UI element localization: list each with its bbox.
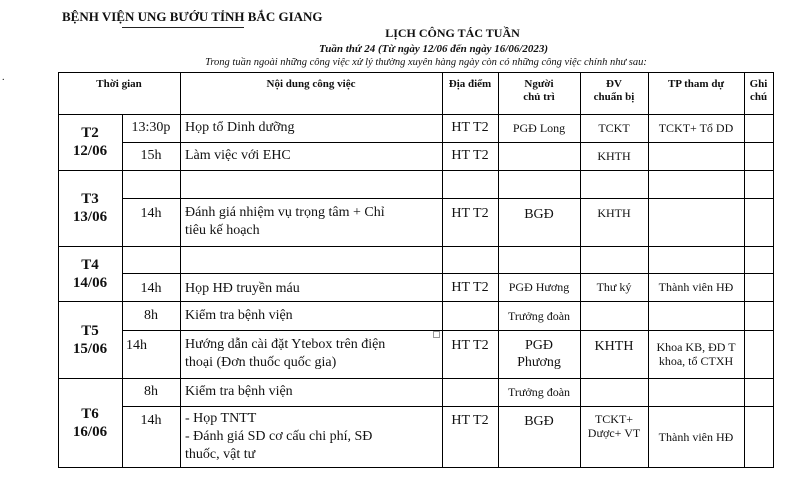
row-content-line3: thuốc, vật tư (185, 446, 256, 462)
row-content-line2: - Đánh giá SD cơ cấu chi phí, SĐ (185, 428, 373, 444)
row-chair: Trưởng đoàn (507, 308, 571, 323)
day-name: T2 (81, 125, 99, 141)
row-chair (498, 330, 580, 378)
row-prep: KHTH (597, 206, 631, 220)
row-content (180, 330, 442, 378)
day-t6 (58, 378, 122, 468)
row-prep-line2: Dược+ VT (587, 426, 641, 440)
day-line (58, 170, 774, 171)
day-date: 14/06 (72, 274, 108, 291)
row-time: 8h (144, 307, 158, 323)
row-chair: BGĐ (524, 207, 554, 222)
schedule-table (58, 72, 774, 468)
week-range: Tuần thứ 24 (Từ ngày 12/06 đến ngày 16/06/2023) (318, 43, 549, 55)
row-attendees-line1: Khoa KB, ĐD T (656, 340, 736, 354)
row-content-line1: - Họp TNTT (185, 410, 257, 426)
day-name: T5 (81, 322, 99, 339)
row-chair: PGĐ Long (512, 121, 566, 135)
row-chair: BGĐ (524, 414, 554, 429)
row-location: HT T2 (451, 120, 489, 135)
header-location: Địa điểm (448, 77, 492, 90)
header-content: Nội dung công việc (266, 77, 356, 90)
day-date: 15/06 (72, 340, 108, 357)
header-prep-line2: chuẩn bị (593, 91, 635, 103)
row-location: HT T2 (451, 148, 489, 163)
row-content-line1: Đánh giá nhiệm vụ trọng tâm + Chỉ (185, 205, 385, 220)
row-attendees-line2: khoa, tổ CTXH (658, 354, 734, 368)
day-date: 12/06 (72, 143, 108, 159)
row-prep: KHTH (597, 149, 631, 163)
day-line (58, 246, 774, 247)
row-content-line1: Hướng dẫn cài đặt Ytebox trên điện (185, 337, 386, 352)
row-location: HT T2 (451, 206, 489, 221)
row-location: HT T2 (451, 413, 489, 428)
row-prep (580, 406, 648, 467)
row-attendees (648, 330, 744, 378)
day-t2 (58, 114, 122, 170)
table-border-right (773, 72, 774, 468)
row-content: Làm việc với EHC (185, 148, 291, 163)
day-t5 (58, 301, 122, 378)
header-chair (498, 75, 580, 107)
row-chair-line2: Phương (517, 355, 561, 370)
row-prep-line1: TCKT+ (594, 412, 634, 426)
row-prep: TCKT (598, 121, 630, 135)
row-chair: PGĐ Hương (508, 280, 570, 294)
row-content-line2: tiêu kế hoạch (185, 223, 260, 238)
row-content (180, 406, 442, 467)
document-title: LỊCH CÔNG TÁC TUẦN (385, 26, 520, 40)
header-prep-line1: ĐV (606, 78, 622, 90)
day-date: 16/06 (72, 424, 108, 440)
row-attendees: Thành viên HĐ (658, 280, 734, 294)
row-time: 8h (144, 384, 158, 399)
day-t4 (58, 246, 122, 301)
table-border-bottom (58, 467, 774, 468)
attendee-divider (744, 72, 745, 468)
header-time: Thời gian (96, 77, 142, 90)
day-date: 13/06 (72, 209, 108, 225)
day-name: T4 (81, 256, 99, 273)
row-content: Kiểm tra bệnh viện (185, 307, 293, 323)
row-time: 15h (140, 148, 162, 163)
header-attendees: TP tham dự (667, 77, 725, 90)
hospital-name: BỆNH VIỆN UNG BƯỚU TỈNH BẮC GIANG (62, 9, 323, 24)
row-content: Họp tổ Dinh dưỡng (185, 120, 295, 135)
row-prep: KHTH (594, 339, 634, 354)
header-prep (580, 75, 648, 107)
row-content: Kiểm tra bệnh viện (185, 384, 293, 399)
row-time: 14h (140, 413, 162, 428)
intro-note: Trong tuần ngoài những công việc xử lý thường xuyên hàng ngày còn có những công việc chính như sau: (205, 57, 647, 68)
row-prep: Thư ký (596, 280, 632, 294)
header-notes-line1: Ghi (749, 78, 768, 90)
margin-mark: . (2, 72, 5, 83)
row-content: Họp HĐ truyền máu (185, 281, 300, 296)
row-time: 14h (140, 281, 162, 296)
row-attendees: TCKT+ Tổ DD (658, 121, 734, 135)
row-chair: Trưởng đoàn (507, 385, 571, 399)
row-chair-line1: PGĐ (524, 338, 553, 353)
header-chair-line1: Người (524, 78, 554, 90)
row-attendees: Thành viên HĐ (658, 429, 734, 444)
row-time: 14h (126, 338, 147, 353)
header-notes (744, 75, 773, 107)
row-content (180, 198, 442, 246)
day-name: T3 (81, 191, 99, 207)
row-time: 13:30p (131, 120, 171, 135)
day-name: T6 (81, 406, 99, 422)
row-location: HT T2 (451, 280, 489, 295)
day-t3 (58, 170, 122, 246)
row-location: HT T2 (451, 338, 489, 353)
row-time: 14h (140, 206, 162, 221)
header-notes-line2: chú (749, 91, 768, 103)
table-border-top (58, 72, 774, 73)
row-content-line2: thoại (Đơn thuốc quốc gia) (185, 355, 337, 370)
header-chair-line2: chủ trì (523, 91, 555, 103)
